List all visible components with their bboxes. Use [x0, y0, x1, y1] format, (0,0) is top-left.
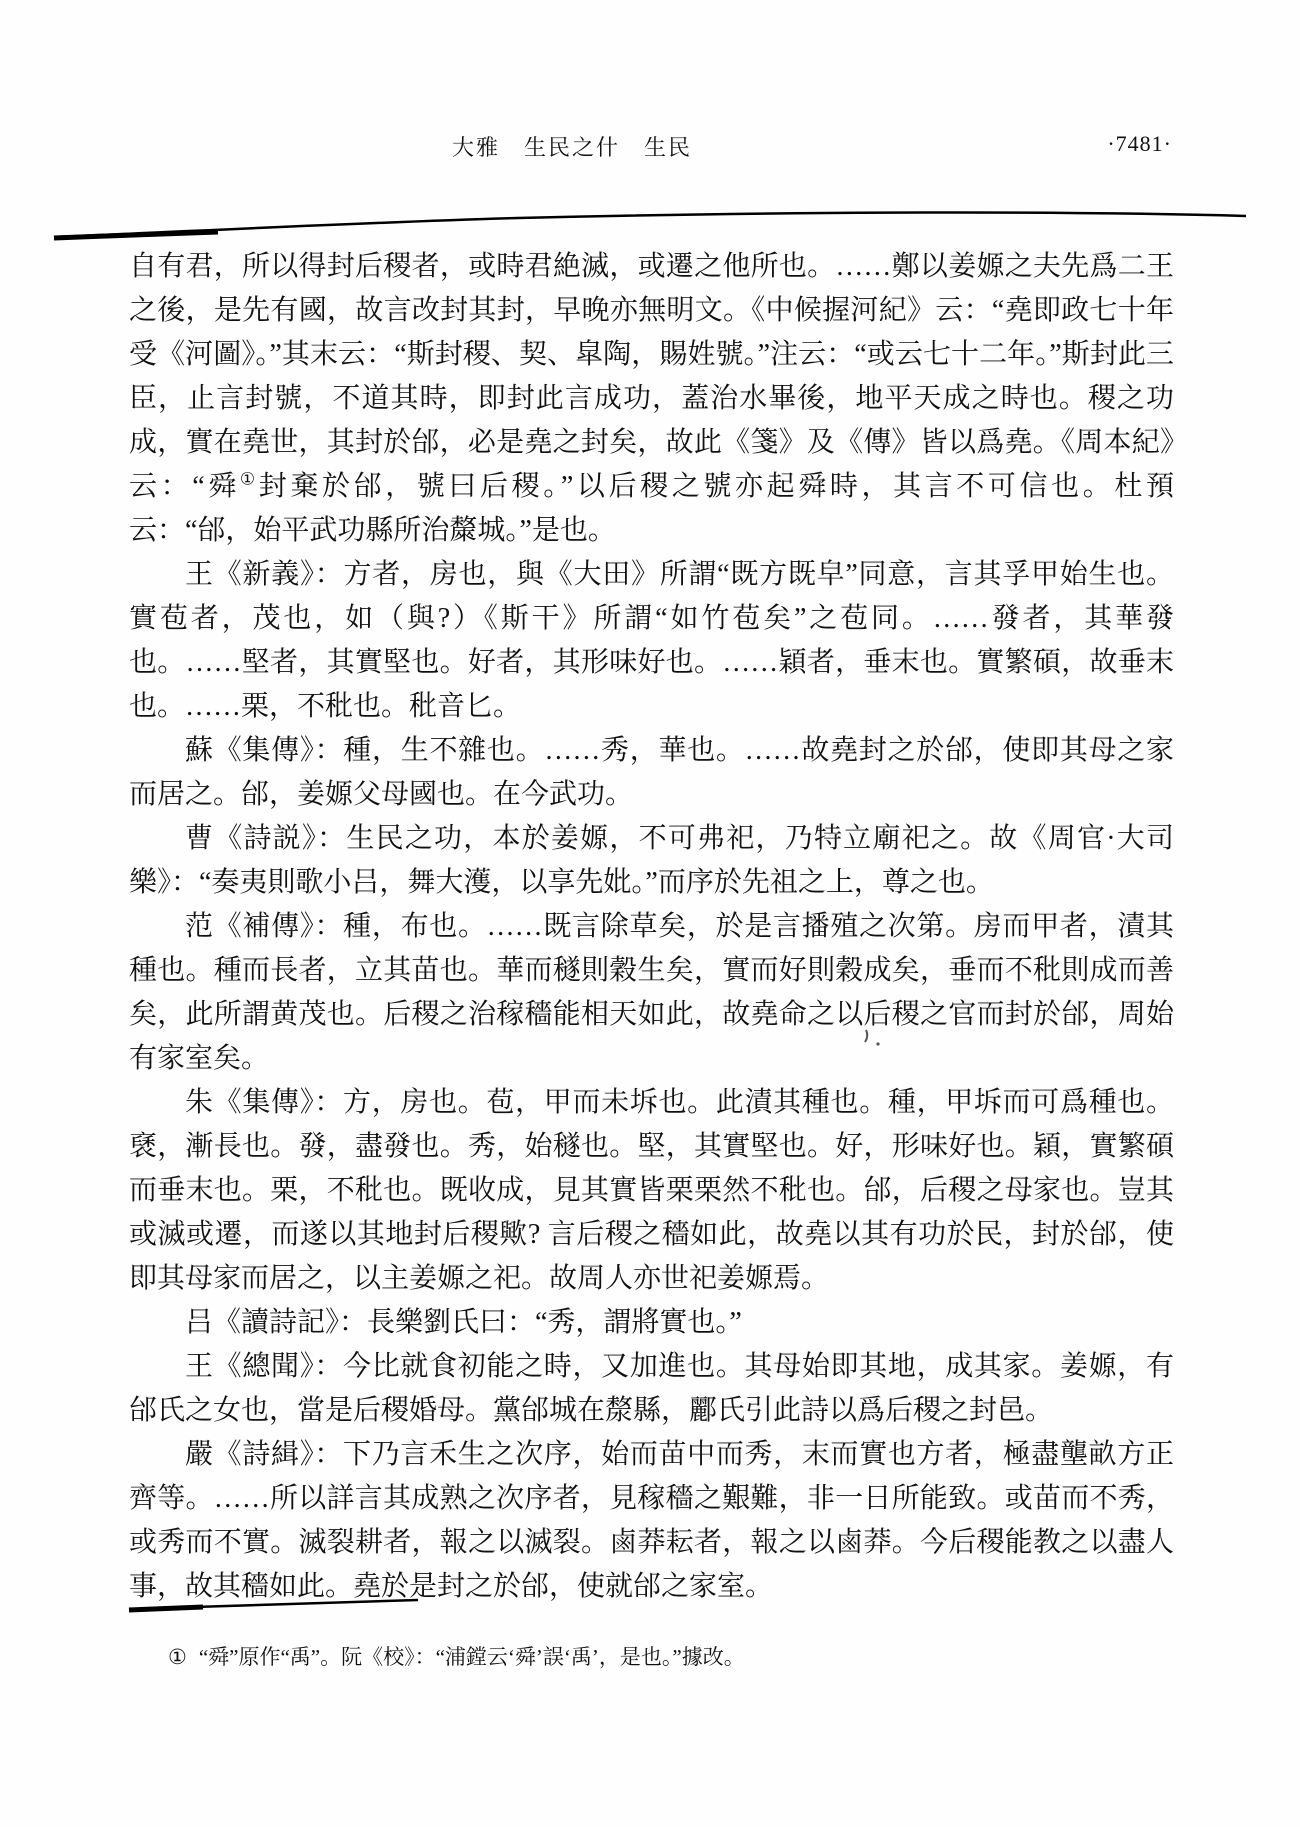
paragraph-text: 王《新義》：方者，房也，與《大田》所謂“既方既皁”同意，言其孚甲始生也。實苞者，茂也，如（與?）《斯干》所謂“如竹苞矣”之苞同。……發者，其華發也。……堅者，其實堅也。好者，其形味好也。……穎者，垂末也。實繁碩，故垂末也。……栗，不秕也。秕音匕。	[129, 559, 1174, 722]
scan-artifact	[862, 1028, 892, 1054]
paragraph-text: 封棄於邰，號曰后稷。”以后稷之號亦起舜時，其言不可信也。杜預云：“邰，始平武功縣所治斄城。”是也。	[129, 471, 1174, 546]
footnote-marker: ①	[168, 1645, 187, 1669]
body-paragraph	[129, 553, 1174, 729]
body-paragraph	[129, 905, 1174, 1081]
body-paragraph	[129, 1433, 1174, 1609]
paragraph-text: 自有君，所以得封后稷者，或時君絶滅，或遷之他所也。……鄭以姜嫄之夫先爲二王之後，是先有國，故言改封其封，早晚亦無明文。《中候握河紀》云：“堯即政七十年受《河圖》。”其末云：“斯封稷、契、皐陶，賜姓號。”注云：“或云七十二年。”斯封此三臣，止言封號，不道其時，即封此言成功，蓋治水畢後，地平天成之時也。稷之功成，實在堯世，其封於邰，必是堯之封矣，故此《箋》及《傳》皆以爲堯。《周本紀》云：“舜	[129, 251, 1174, 502]
paragraph-text: 王《總聞》：今比就食初能之時，又加進也。其母始即其地，成其家。姜嫄，有邰氏之女也，當是后稷婚母。黨邰城在漦縣，酈氏引此詩以爲后稷之封邑。	[129, 1351, 1174, 1426]
footnote	[130, 1642, 1170, 1672]
paragraph-text: 朱《集傳》：方，房也。苞，甲而未坼也。此漬其種也。種，甲坼而可爲種也。褎，漸長也。發，盡發也。秀，始穟也。堅，其實堅也。好，形味好也。穎，實繁碩而垂末也。栗，不秕也。既收成，見其實皆栗栗然不秕也。邰，后稷之母家也。豈其或滅或遷，而遂以其地封后稷歟? 言后稷之穡如此，故堯以其有功於民，封於邰，使即其母家而居之，以主姜嫄之祀。故周人亦世祀姜嫄焉。	[129, 1087, 1174, 1294]
paragraph-text: 曹《詩説》：生民之功，本於姜嫄，不可弗祀，乃特立廟祀之。故《周官·大司樂》：“奏夷則歌小吕，舞大濩，以享先妣。”而序於先祖之上，尊之也。	[129, 823, 1174, 898]
running-title: 大雅 生民之什 生民	[452, 135, 693, 160]
paragraph-text: 范《補傳》：種，布也。……既言除草矣，於是言播殖之次第。房而甲者，漬其種也。種而長者，立其苗也。華而穟則穀生矣，實而好則穀成矣，垂而不秕則成而善矣，此所謂黄茂也。后稷之治稼穡能相天如此，故堯命之以后稷之官而封於邰，周始有家室矣。	[129, 911, 1174, 1074]
body-paragraph	[129, 1345, 1174, 1433]
footnote-ref: ①	[239, 469, 259, 489]
body-paragraph	[129, 729, 1174, 817]
body-paragraph	[129, 1301, 1174, 1345]
body-paragraph	[129, 817, 1174, 905]
footnote-text: “舜”原作“禹”。阮《校》：“浦鏜云‘舜’誤‘禹’，是也。”據改。	[198, 1645, 745, 1669]
page-number: ·7481·	[1107, 131, 1172, 156]
header-rule	[48, 205, 1252, 241]
paragraph-text: 吕《讀詩記》：長樂劉氏曰：“秀，謂將實也。”	[185, 1307, 742, 1338]
body-paragraph	[129, 245, 1174, 553]
body-paragraph	[129, 1081, 1174, 1301]
paragraph-text: 蘇《集傳》：種，生不雜也。……秀，華也。……故堯封之於邰，使即其母之家而居之。邰，姜嫄父母國也。在今武功。	[129, 735, 1174, 810]
body-text	[129, 245, 1174, 1609]
footnote-rule	[128, 1596, 424, 1614]
paragraph-text: 嚴《詩緝》：下乃言禾生之次序，始而苗中而秀，末而實也方者，極盡壟畝方正齊等。……所以詳言其成熟之次序者，見稼穡之艱難，非一日所能致。或苗而不秀，或秀而不實。滅裂耕者，報之以滅裂。鹵莽耘者，報之以鹵莽。今后稷能教之以盡人事，故其穡如此。堯於是封之於邰，使就邰之家室。	[129, 1439, 1174, 1602]
